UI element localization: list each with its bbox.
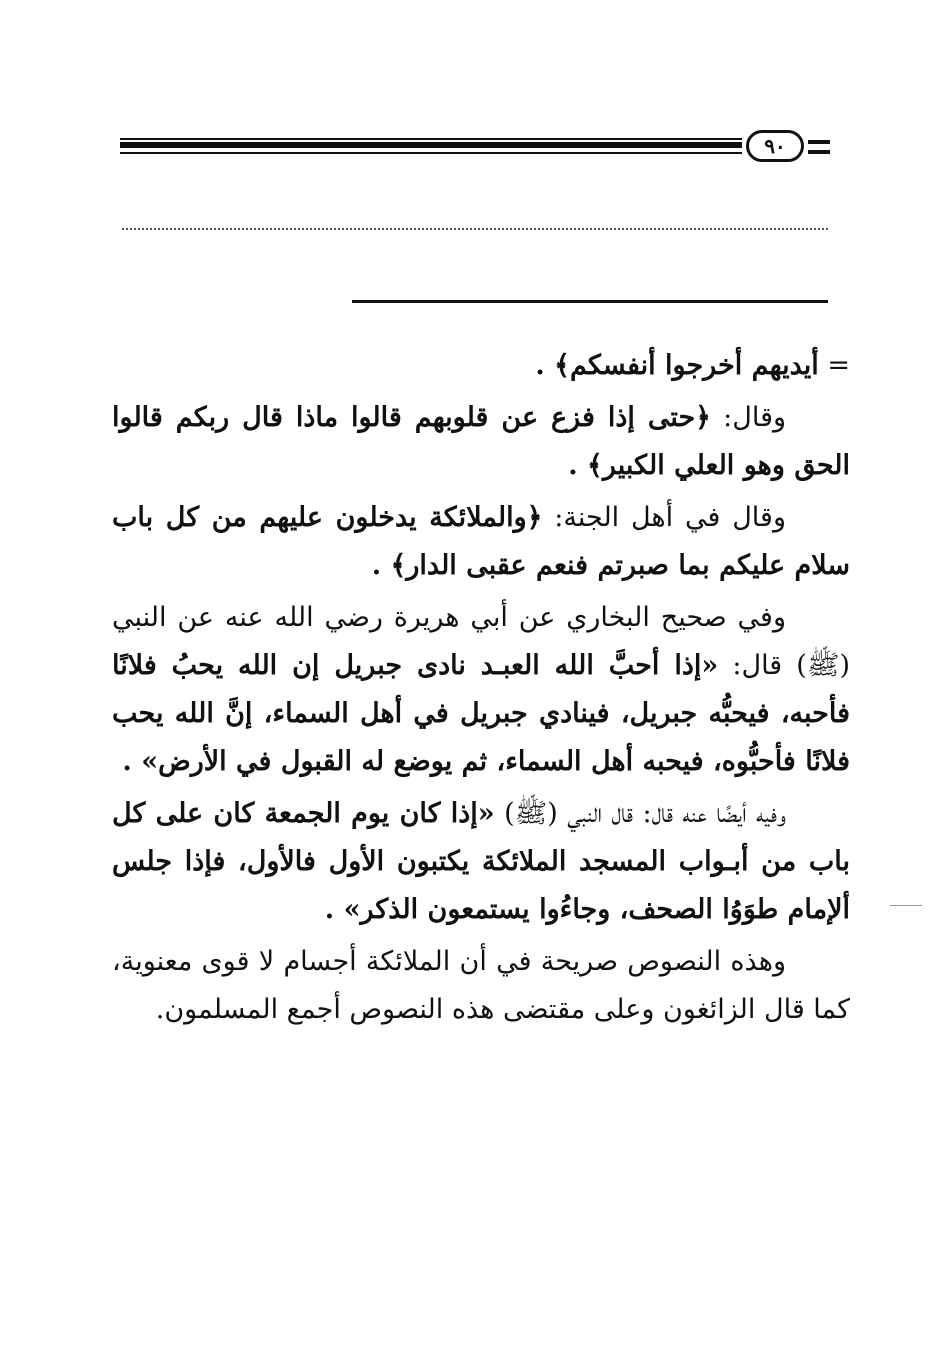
section-separator bbox=[352, 300, 828, 303]
paragraph-6-prefix: وهذه النصوص صريحة في أن الملائكة أجسام لا قوى معنوية، كما قال الزائغون وعلى مقتضى هذه النصوص أجمع المسلمون. bbox=[112, 946, 850, 1025]
paragraph-1 bbox=[112, 342, 850, 390]
paragraph-4 bbox=[112, 594, 850, 786]
page-header bbox=[120, 128, 830, 164]
header-tail-bottom bbox=[808, 150, 830, 154]
header-rule-thick bbox=[120, 142, 742, 148]
paragraph-4-text: «إذا أحبَّ الله العبـد نادى جبريل إن الله يحبُ فلانًا فأحبه، فيحبُّه جبريل، فينادي جبريل في أهل السماء، إنَّ الله يحب فلانًا فأحبُّوه، فيحبه أهل السماء، ثم يوضع له القبول في الأرض» . bbox=[112, 650, 850, 777]
paragraph-2-text: ﴿حتى إذا فزع عن قلوبهم قالوا ماذا قال ربكم قالوا الحق وهو العلي الكبير﴾ . bbox=[112, 402, 850, 481]
paragraph-4-prefix: وفي صحيح البخاري عن أبي هريرة رضي الله عنه عن النبي (ﷺ) قال: bbox=[112, 602, 850, 681]
continuation-marker: = bbox=[818, 350, 850, 381]
paragraph-2 bbox=[112, 394, 850, 490]
header-tail-top bbox=[808, 140, 830, 144]
header-rule-top bbox=[120, 138, 742, 140]
paragraph-3-text: ﴿والملائكة يدخلون عليهم من كل باب سلام عليكم بما صبرتم فنعم عقبى الدار﴾ . bbox=[112, 502, 850, 581]
page-number bbox=[746, 130, 804, 162]
margin-mark bbox=[890, 905, 922, 906]
paragraph-3 bbox=[112, 494, 850, 590]
header-rule-bottom bbox=[120, 152, 742, 154]
paragraph-5-text: «إذا كان يوم الجمعة كان على كل باب من أبـواب المسجد الملائكة يكتبون الأول فالأول، فإذا جلس ألإمام طوَوُا الصحف، وجاءُوا يستمعون الذكر» . bbox=[112, 798, 850, 925]
paragraph-5 bbox=[112, 790, 850, 934]
page-number-text: ٩٠ bbox=[764, 134, 786, 158]
main-text bbox=[112, 342, 850, 1038]
paragraph-3-prefix: وقال في أهل الجنة: bbox=[542, 502, 786, 533]
paragraph-2-prefix: وقال: bbox=[711, 402, 787, 433]
paragraph-1-text: أيديهم أخرجوا أنفسكم﴾ . bbox=[535, 350, 819, 381]
dotted-divider bbox=[122, 228, 828, 230]
paragraph-5-prefix: وفيه أيضًا عنه قال: قال النبي (ﷺ) bbox=[494, 798, 786, 829]
paragraph-6 bbox=[112, 938, 850, 1034]
